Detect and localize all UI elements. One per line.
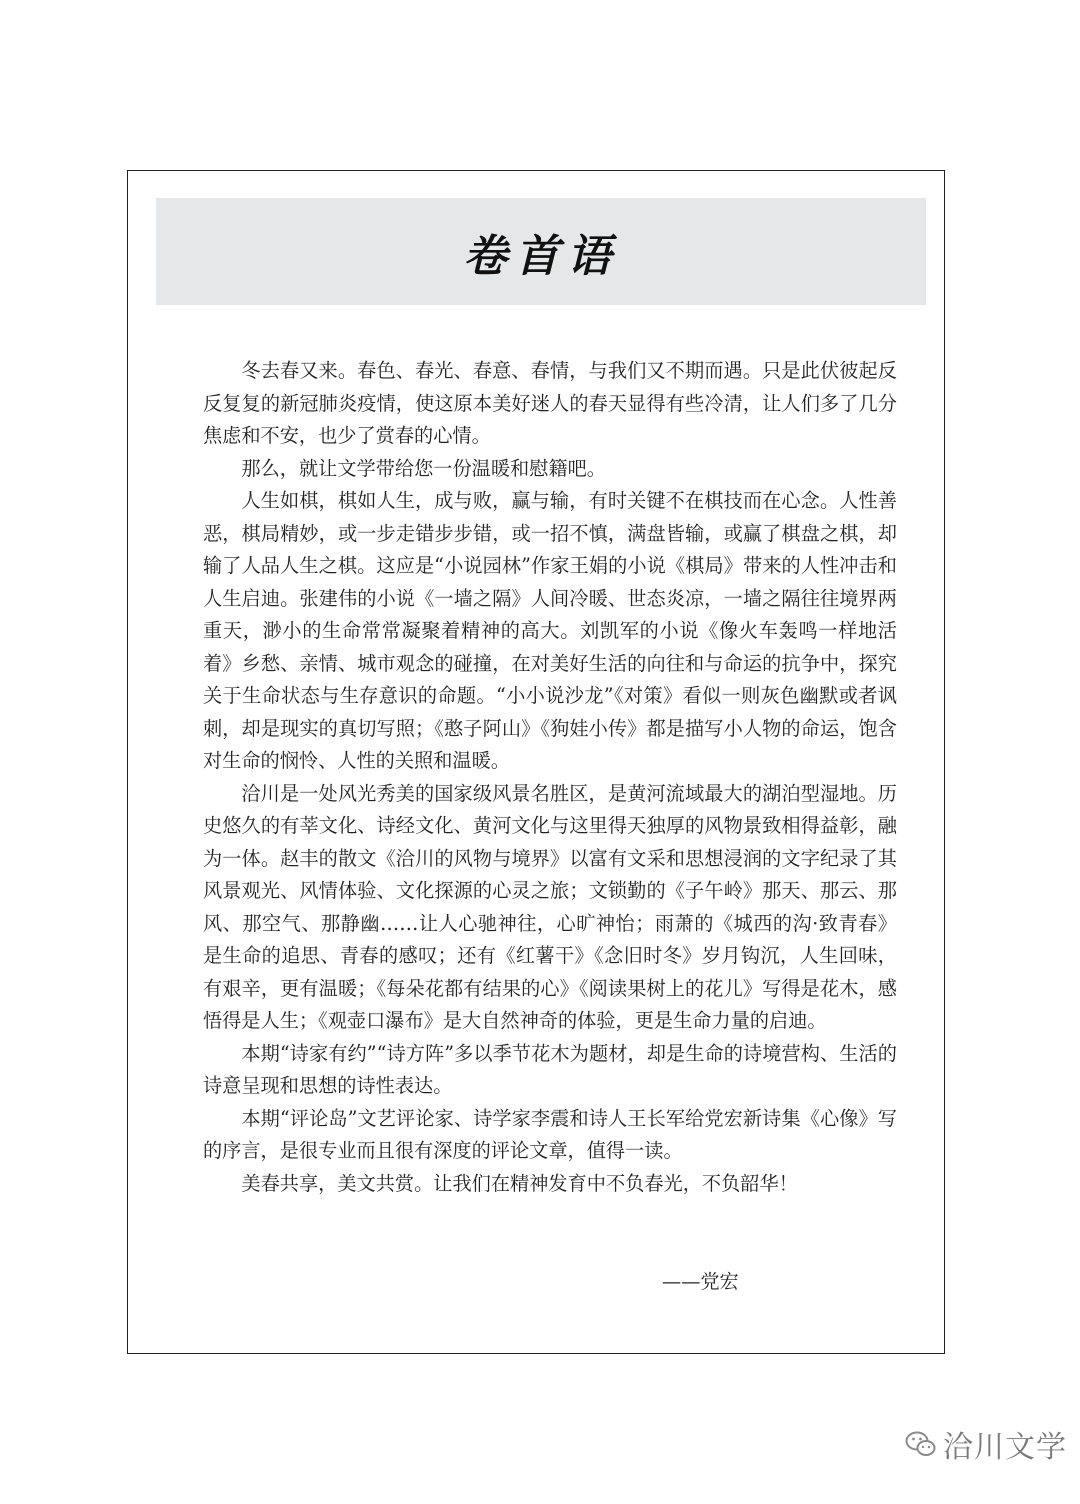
page-frame xyxy=(127,170,945,1354)
paragraph: 冬去春又来。春色、春光、春意、春情，与我们又不期而遇。只是此伏彼起反反复复的新冠肺炎疫情，使这原本美好迷人的春天显得有些冷清，让人们多了几分焦虑和不安，也少了赏春的心情。 xyxy=(203,359,897,447)
paragraph: 人生如棋，棋如人生，成与败，赢与输，有时关键不在棋技而在心念。人性善恶，棋局精妙，或一步走错步步错，或一招不慎，满盘皆输，或赢了棋盘之棋，却输了人品人生之棋。这应是“小说园林”作家王娟的小说《棋局》带来的人性冲击和人生启迪。张建伟的小说《一墙之隔》人间冷暖、世态炎凉，一墙之隔往往境界两重天，渺小的生命常常凝聚着精神的高大。刘凯军的小说《像火车轰鸣一样地活着》乡愁、亲情、城市观念的碰撞，在对美好生活的向往和与命运的抗争中，探究关于生命状态与生存意识的命题。“小小说沙龙”《对策》看似一则灰色幽默或者讽刺，却是现实的真切写照；《憨子阿山》《狗娃小传》都是描写小人物的命运，饱含对生命的悯怜、人性的关照和温暖。 xyxy=(203,489,897,772)
watermark-text: 洽川文学 xyxy=(943,1430,1067,1465)
paragraph: 洽川是一处风光秀美的国家级风景名胜区，是黄河流域最大的湖泊型湿地。历史悠久的有莘文化、诗经文化、黄河文化与这里得天独厚的风物景致相得益彰，融为一体。赵丰的散文《洽川的风物与境界》以富有文采和思想浸润的文字纪录了其风景观光、风情体验、文化探源的心灵之旅；文锁勤的《子午岭》那天、那云、那风、那空气、那静幽……让人心驰神往，心旷神怡；雨萧的《城西的沟·致青春》是生命的追思、青春的感叹；还有《红薯干》《念旧时冬》岁月钩沉，人生回味，有艰辛，更有温暖；《每朵花都有结果的心》《阅读果树上的花儿》写得是花木，感悟得是人生；《观壶口瀑布》是大自然神奇的体验，更是生命力量的启迪。 xyxy=(203,781,897,1032)
author-signature: ——党宏 xyxy=(662,1270,739,1293)
paragraph: 本期“诗家有约”“诗方阵”多以季节花木为题材，却是生命的诗境营构、生活的诗意呈现和思想的诗性表达。 xyxy=(203,1041,897,1097)
watermark xyxy=(905,1422,1067,1466)
article-body xyxy=(203,355,897,1200)
title-band xyxy=(156,198,926,305)
paragraph: 本期“评论岛”文艺评论家、诗学家李震和诗人王长军给党宏新诗集《心像》写的序言，是很专业而且很有深度的评论文章，值得一读。 xyxy=(203,1106,897,1162)
paragraph: 那么，就让文学带给您一份温暖和慰籍吧。 xyxy=(241,456,606,480)
page-title: 卷首语 xyxy=(463,230,619,282)
paragraph: 美春共享，美文共赏。让我们在精神发育中不负春光，不负韶华！ xyxy=(241,1171,798,1195)
wechat-icon xyxy=(905,1430,937,1458)
